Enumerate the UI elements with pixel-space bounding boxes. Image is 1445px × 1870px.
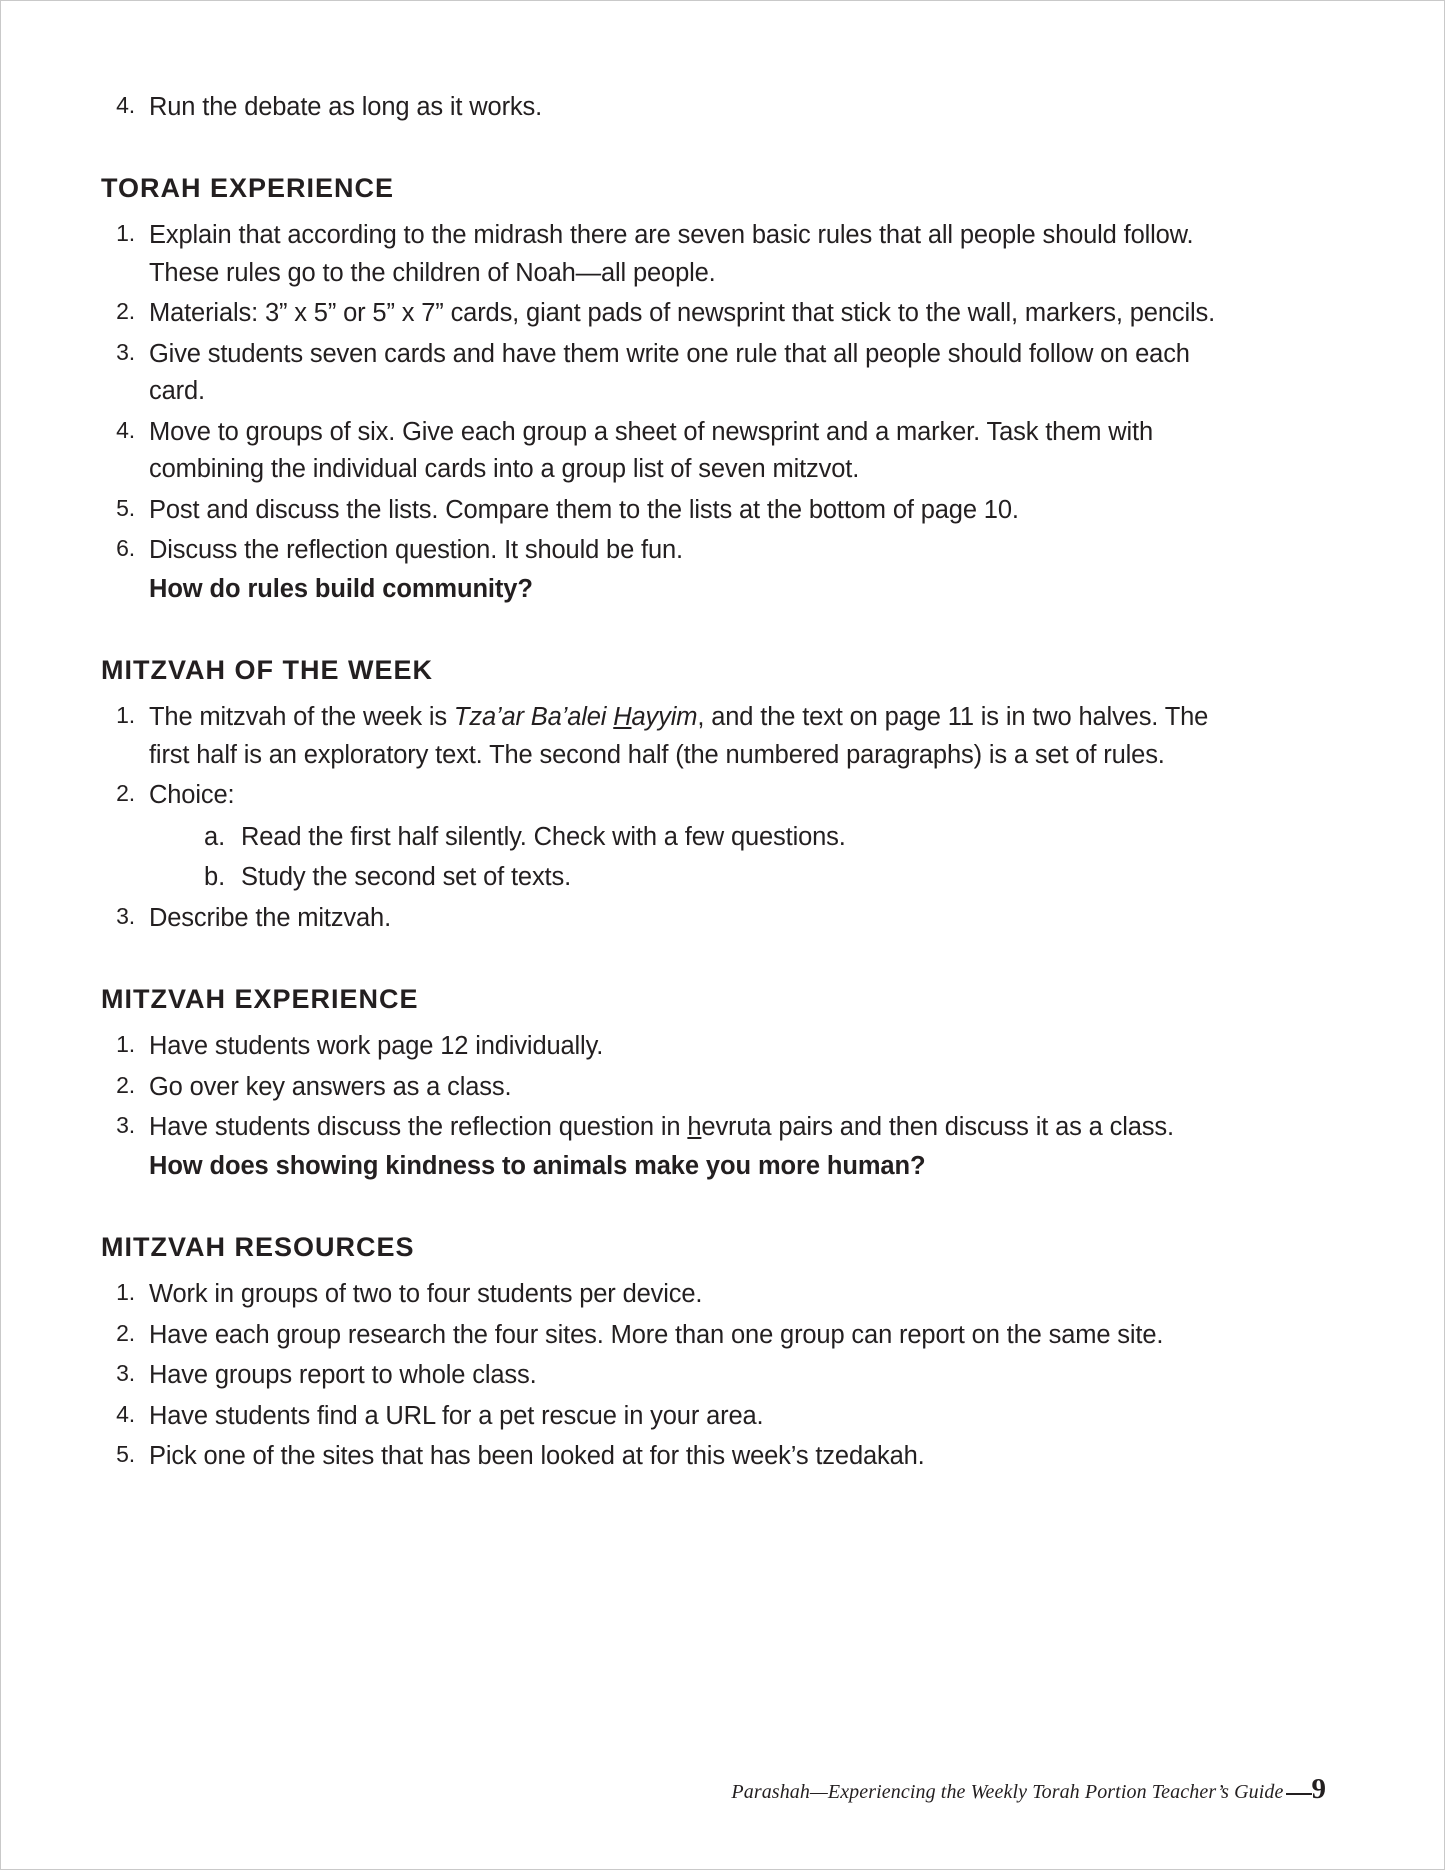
list-item-text: Have students find a URL for a pet rescue in your area.	[149, 1401, 764, 1430]
list-item-text-before: Have students discuss the reflection question in	[149, 1113, 688, 1142]
section-heading-torah-experience: TORAH EXPERIENCE	[101, 173, 395, 204]
list-item-text-after: , and the text on page 11 is in two halves. The first half is an exploratory text. The second half (the numbered paragraphs) is a set of rules.	[149, 703, 1209, 769]
hevruta-underlined-letter: h	[687, 1113, 702, 1142]
list-marker: 5.	[116, 1441, 135, 1468]
list-item	[101, 89, 1241, 126]
list-marker: 3.	[116, 338, 135, 365]
list-item-text: Materials: 3” x 5” or 5” x 7” cards, giant pads of newsprint that stick to the wall, markers, pencils.	[149, 299, 1216, 328]
list-item-text: Run the debate as long as it works.	[149, 93, 543, 121]
page-number: 9	[1311, 1773, 1326, 1805]
list-item	[101, 532, 1241, 608]
list-item	[101, 1438, 1241, 1475]
list-item-text-after: evruta pairs and then discuss it as a class.	[701, 1113, 1174, 1142]
list-item-text: Read the first half silently. Check with a few questions.	[241, 822, 846, 851]
list-item-text-before: The mitzvah of the week is	[149, 703, 454, 732]
list-item	[101, 1109, 1241, 1185]
list-item	[101, 699, 1241, 774]
list-marker: 1.	[116, 1279, 135, 1306]
list-item	[101, 777, 1241, 896]
list-item	[101, 295, 1241, 332]
list-item	[101, 1028, 1241, 1065]
list-marker: b.	[204, 863, 225, 892]
list-item-text: Work in groups of two to four students per device.	[149, 1280, 703, 1309]
list-marker: 5.	[116, 494, 135, 521]
list-marker: 3.	[116, 1360, 135, 1387]
list-marker: 4.	[116, 92, 135, 118]
footer-divider-rule	[1286, 1793, 1312, 1795]
transliteration-underlined-letter: H	[613, 703, 632, 732]
list-marker: 2.	[116, 780, 135, 807]
list-item	[101, 414, 1241, 489]
page-content	[101, 89, 1241, 1479]
page-footer	[1, 1771, 1444, 1805]
spacer	[101, 611, 1241, 655]
list-marker: 3.	[116, 902, 135, 929]
list-marker: a.	[204, 822, 225, 851]
list-marker: 1.	[116, 702, 135, 729]
footer-title: Parashah—Experiencing the Weekly Torah Portion Teacher’s Guide	[731, 1781, 1284, 1803]
spacer	[101, 940, 1241, 984]
transliteration-post: ayyim	[631, 703, 698, 732]
reflection-question: How do rules build community?	[149, 574, 533, 603]
transliteration-pre: Tza’ar Ba’alei	[453, 703, 614, 732]
list-item	[101, 1398, 1241, 1435]
list-item	[195, 819, 1241, 856]
section-list-mitzvah-of-the-week	[101, 699, 1241, 937]
list-item	[101, 336, 1241, 411]
section-list-mitzvah-experience	[101, 1028, 1241, 1185]
list-marker: 1.	[116, 220, 135, 247]
reflection-question: How does showing kindness to animals make you more human?	[149, 1151, 926, 1180]
spacer	[101, 686, 1241, 699]
spacer	[101, 1263, 1241, 1276]
list-marker: 3.	[116, 1112, 135, 1139]
carryover-list	[101, 89, 1241, 126]
section-heading-mitzvah-resources: MITZVAH RESOURCES	[101, 1232, 415, 1263]
list-marker: 2.	[116, 1319, 135, 1346]
list-item-text: Describe the mitzvah.	[149, 903, 392, 932]
list-item	[101, 217, 1241, 292]
list-marker: 2.	[116, 1071, 135, 1098]
list-marker: 2.	[116, 298, 135, 325]
list-item-text: Go over key answers as a class.	[149, 1072, 512, 1101]
list-item-text: Move to groups of six. Give each group a sheet of newsprint and a marker. Task them with combining the individual cards into a group list of seven mitzvot.	[149, 417, 1154, 484]
list-item-text: Study the second set of texts.	[241, 863, 572, 892]
section-heading-mitzvah-of-the-week: MITZVAH OF THE WEEK	[101, 655, 433, 686]
list-item	[195, 859, 1241, 896]
list-item	[101, 900, 1241, 937]
list-item-text: Discuss the reflection question. It should be fun.	[149, 536, 683, 565]
section-list-torah-experience	[101, 217, 1241, 608]
spacer	[101, 204, 1241, 217]
list-item	[101, 1069, 1241, 1106]
list-item-text: Give students seven cards and have them write one rule that all people should follow on each card.	[149, 339, 1190, 406]
list-item-text: Have groups report to whole class.	[149, 1361, 537, 1390]
list-item	[101, 1317, 1241, 1354]
list-marker: 4.	[116, 1400, 135, 1427]
sub-list-choice	[195, 819, 1241, 897]
list-marker: 4.	[116, 416, 135, 443]
list-marker: 1.	[116, 1031, 135, 1058]
transliteration-term	[454, 703, 697, 731]
list-marker: 6.	[116, 535, 135, 562]
list-item-text: Have students work page 12 individually.	[149, 1032, 604, 1061]
list-item-text: Post and discuss the lists. Compare them to the lists at the bottom of page 10.	[149, 495, 1019, 524]
list-item-text: Choice:	[149, 781, 235, 810]
list-item-text: Pick one of the sites that has been looked at for this week’s tzedakah.	[149, 1442, 925, 1471]
spacer	[101, 1188, 1241, 1232]
list-item	[101, 1276, 1241, 1313]
list-item-text: Explain that according to the midrash there are seven basic rules that all people should follow. These rules go to the children of Noah—all people.	[149, 221, 1194, 287]
spacer	[101, 129, 1241, 173]
list-item-text: Have each group research the four sites. More than one group can report on the same site.	[149, 1320, 1164, 1349]
section-list-mitzvah-resources	[101, 1276, 1241, 1475]
section-heading-mitzvah-experience: MITZVAH EXPERIENCE	[101, 984, 419, 1015]
list-item	[101, 1357, 1241, 1394]
list-item	[101, 492, 1241, 529]
spacer	[101, 1015, 1241, 1028]
